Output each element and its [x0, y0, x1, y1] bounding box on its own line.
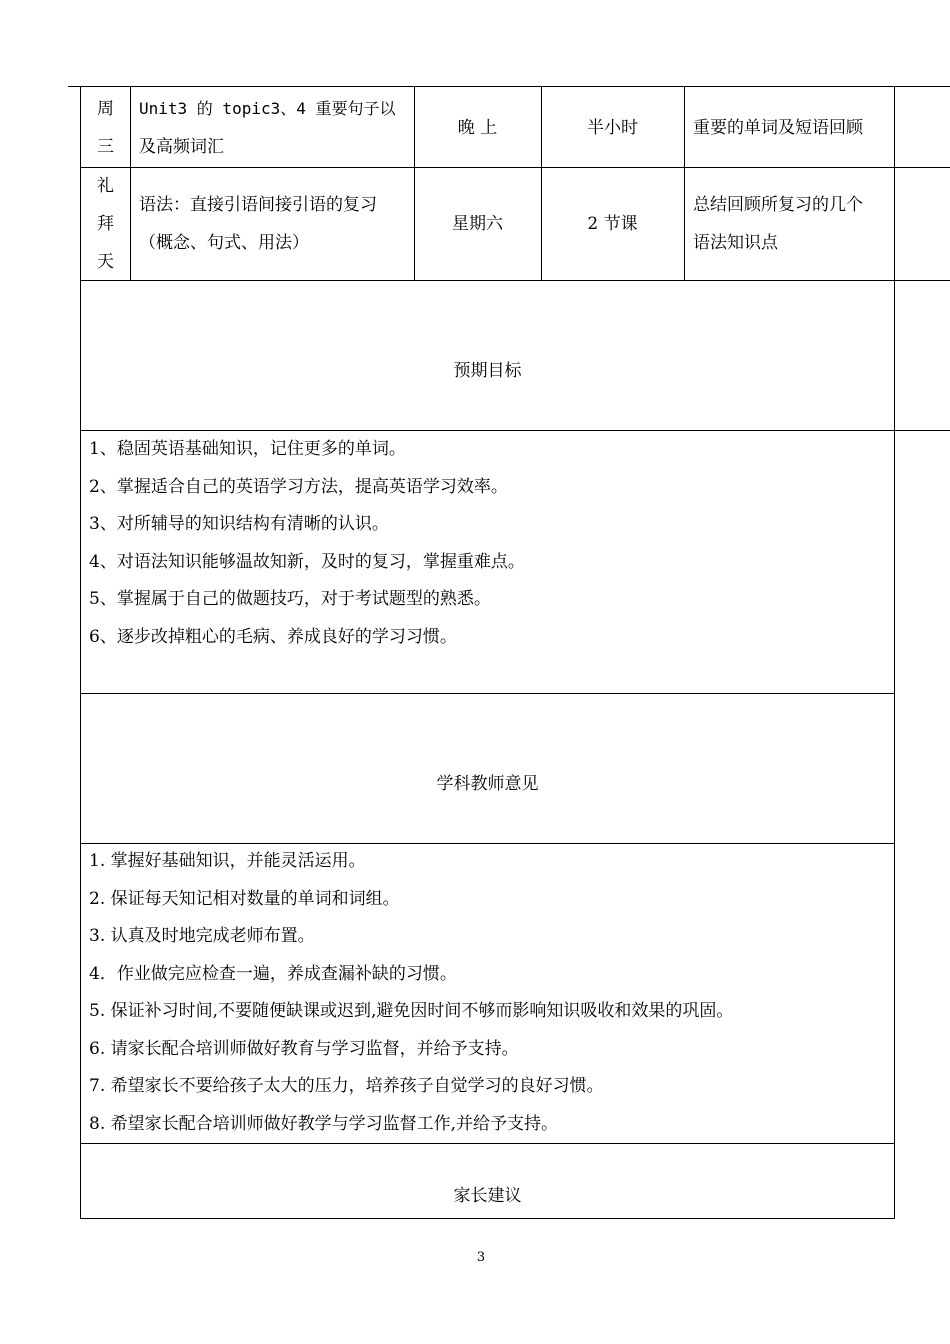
- schedule-duration-cell: 半小时: [587, 117, 638, 138]
- day-char: 拜: [97, 213, 114, 234]
- day-char: 三: [97, 136, 114, 157]
- schedule-day-cell: [80, 167, 131, 280]
- schedule-content-cell: [139, 167, 414, 280]
- list-item: 4．作业做完应检查一遍，养成查漏补缺的习惯。: [89, 963, 457, 984]
- schedule-time-cell: 星期六: [452, 213, 503, 234]
- goal-line: 语法知识点: [693, 232, 778, 253]
- schedule-day-cell: [80, 88, 131, 167]
- schedule-content-cell: [139, 88, 414, 167]
- list-item: 4、对语法知识能够温故知新，及时的复习，掌握重难点。: [89, 551, 525, 572]
- expected-goals-list: [89, 431, 525, 656]
- table-overflow-rule: [894, 430, 950, 431]
- list-item: 6、逐步改掉粗心的毛病、养成良好的学习习惯。: [89, 626, 457, 647]
- list-item: 2. 保证每天知记相对数量的单词和词组。: [89, 888, 400, 909]
- content-line: （概念、句式、用法）: [139, 232, 309, 253]
- list-item: 3. 认真及时地完成老师布置。: [89, 926, 315, 946]
- table-overflow-rule: [894, 280, 950, 281]
- list-item: 1. 掌握好基础知识，并能灵活运用。: [89, 851, 366, 871]
- schedule-duration-cell: 2 节课: [587, 213, 638, 234]
- schedule-goal-cell: [693, 167, 893, 280]
- list-item: 8. 希望家长配合培训师做好教学与学习监督工作,并给予支持。: [89, 1113, 559, 1134]
- goal-line: 重要的单词及短语回顾: [693, 117, 863, 138]
- list-item: 1、稳固英语基础知识，记住更多的单词。: [89, 439, 406, 459]
- page-number: 3: [476, 1250, 486, 1265]
- list-item: 5. 保证补习时间,不要随便缺课或迟到,避免因时间不够而影响知识吸收和效果的巩固。: [89, 1001, 734, 1021]
- day-char: 周: [97, 98, 114, 119]
- schedule-goal-cell: [693, 88, 893, 167]
- content-line: 语法：直接引语间接引语的复习: [139, 194, 377, 215]
- schedule-time-cell: 晚 上: [457, 117, 498, 138]
- list-item: 3、对所辅导的知识结构有清晰的认识。: [89, 514, 389, 534]
- day-char: 天: [97, 251, 114, 272]
- day-char: 礼: [97, 175, 114, 196]
- teacher-opinion-list: [89, 843, 733, 1143]
- list-item: 7. 希望家长不要给孩子太大的压力，培养孩子自觉学习的良好习惯。: [89, 1076, 604, 1096]
- parent-advice-title: 家长建议: [453, 1186, 522, 1206]
- column-divider: [684, 86, 685, 280]
- table-overflow-rule: [894, 167, 950, 168]
- list-item: 2、掌握适合自己的英语学习方法，提高英语学习效率。: [89, 476, 508, 497]
- expected-goals-title: 预期目标: [453, 361, 522, 381]
- list-item: 6. 请家长配合培训师做好教育与学习监督，并给予支持。: [89, 1038, 519, 1059]
- goal-line: 总结回顾所复习的几个: [693, 194, 863, 215]
- content-line: Unit3 的 topic3、4 重要句子以: [139, 98, 396, 118]
- content-line: 及高频词汇: [139, 136, 224, 157]
- list-item: 5、掌握属于自己的做题技巧，对于考试题型的熟悉。: [89, 589, 491, 609]
- teacher-opinion-title: 学科教师意见: [436, 774, 539, 794]
